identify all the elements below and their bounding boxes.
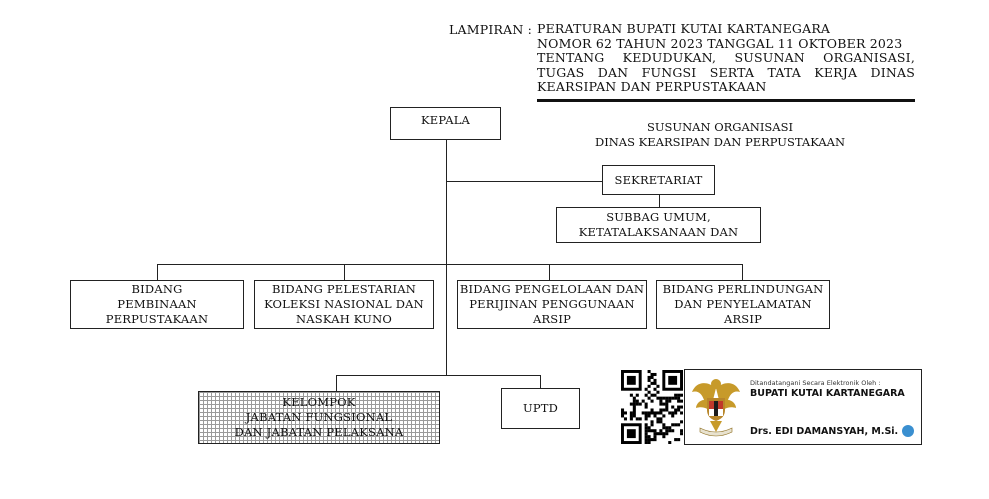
signature-name: Drs. EDI DAMANSYAH, M.Si. [750, 426, 899, 437]
bidang1-line-1: BIDANG [131, 282, 183, 296]
bidang3-line-1: BIDANG PENGELOLAAN DAN [459, 282, 645, 296]
bidang1-line-2: PEMBINAAN [117, 297, 197, 311]
bidang4-line-2: DAN PENYELAMATAN [674, 297, 812, 311]
box-subbag-umum [556, 207, 761, 243]
bidang3-line-2: PERIJINAN PENGGUNAAN [469, 297, 635, 311]
connector-bidang-3 [549, 264, 550, 280]
kelompok-line-3: DAN JABATAN PELAKSANA [234, 425, 404, 439]
box-sekretariat [602, 165, 715, 195]
lampiran-label: LAMPIRAN : [449, 22, 533, 37]
lampiran-line-1: PERATURAN BUPATI KUTAI KARTANEGARA [537, 21, 831, 36]
subbag-line-2: KETATALAKSANAAN DAN [578, 225, 739, 239]
kelompok-line-2: JABATAN FUNGSIONAL [245, 410, 393, 424]
lampiran-line-3: TENTANG KEDUDUKAN, SUSUNAN ORGANISASI, [537, 50, 915, 65]
header-rule [537, 99, 915, 102]
box-uptd [501, 388, 580, 429]
connector-main-vertical [446, 139, 447, 375]
box-kelompok-jabatan [198, 391, 440, 444]
connector-sekretariat [446, 181, 602, 182]
bidang2-line-2: KOLEKSI NASIONAL DAN [264, 297, 424, 311]
kelompok-line-1: KELOMPOK [282, 395, 356, 409]
box-bidang-pembinaan [70, 280, 244, 329]
garuda-emblem-icon [690, 374, 742, 438]
lampiran-text [537, 22, 915, 95]
bidang3-line-3: ARSIP [532, 312, 572, 326]
connector-bottom-horizontal [336, 375, 541, 376]
qr-code [621, 370, 683, 444]
signature-caption: Ditandatangani Secara Elektronik Oleh : [750, 379, 881, 387]
bidang4-line-1: BIDANG PERLINDUNGAN [662, 282, 824, 296]
bidang2-line-3: NASKAH KUNO [296, 312, 392, 326]
connector-kelompok [336, 375, 337, 391]
org-title-line-1: SUSUNAN ORGANISASI [646, 120, 793, 134]
box-bidang-pengelolaan [457, 280, 647, 329]
lampiran-line-4: TUGAS DAN FUNGSI SERTA TATA KERJA DINAS [537, 64, 915, 80]
connector-subbag [659, 194, 660, 208]
sekretariat-label: SEKRETARIAT [614, 172, 703, 187]
box-kepala [390, 107, 501, 140]
bidang1-line-3: PERPUSTAKAAN [105, 312, 209, 326]
lampiran-line-5: KEARSIPAN DAN PERPUSTAKAAN [537, 79, 767, 94]
kepala-label: KEPALA [420, 113, 471, 127]
subbag-line-1: SUBBAG UMUM, [606, 210, 711, 224]
uptd-label: UPTD [522, 401, 559, 415]
box-bidang-perlindungan [656, 280, 830, 329]
org-chart-title [560, 120, 880, 150]
org-title-line-2: DINAS KEARSIPAN DAN PERPUSTAKAAN [594, 135, 846, 149]
signature-title: BUPATI KUTAI KARTANEGARA [750, 388, 905, 399]
box-bidang-pelestarian [254, 280, 434, 329]
connector-bidang-horizontal [157, 264, 742, 265]
connector-uptd [540, 375, 541, 388]
bidang2-line-1: BIDANG PELESTARIAN [272, 282, 416, 296]
connector-bidang-2 [344, 264, 345, 280]
connector-bidang-4 [742, 264, 743, 280]
lampiran-line-2: NOMOR 62 TAHUN 2023 TANGGAL 11 OKTOBER 2023 [537, 35, 903, 51]
connector-bidang-1 [157, 264, 158, 280]
verification-badge-icon [902, 425, 914, 437]
bidang4-line-3: ARSIP [723, 312, 763, 326]
